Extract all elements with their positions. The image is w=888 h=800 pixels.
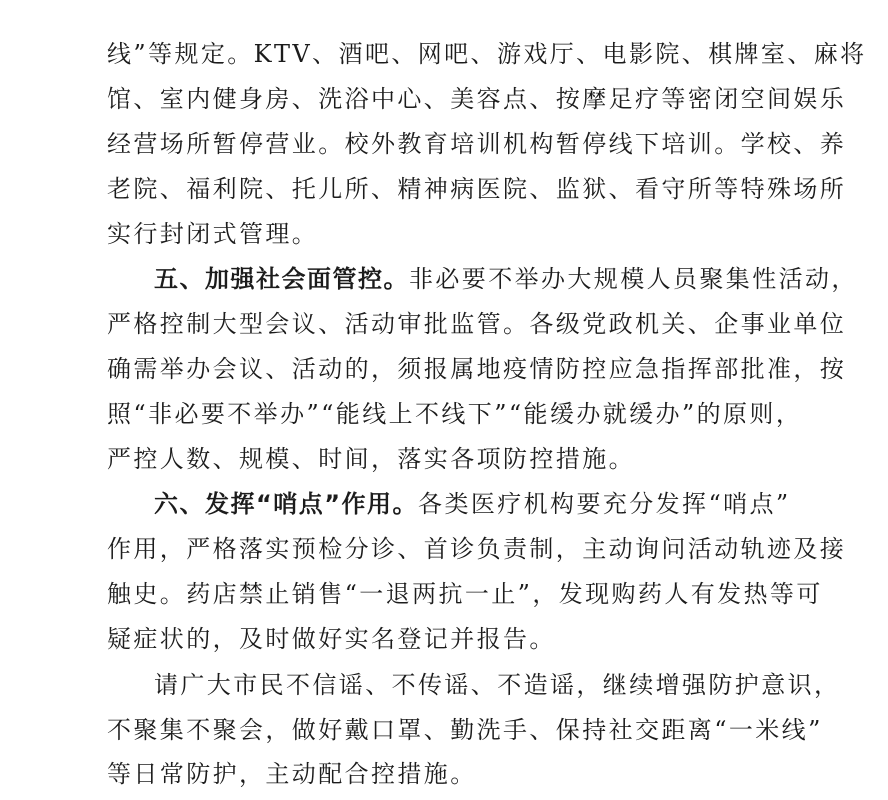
line-text: 等日常防护，主动配合 <box>107 760 371 788</box>
line-text: 非必要不举办大规模人员聚集性活动， <box>409 265 858 293</box>
text-line-10 <box>107 442 888 476</box>
line-text: 线”等规定。KTV、酒吧、网吧、游戏厅、电影院、棋牌室、麻将 <box>107 40 867 68</box>
line-text: 严控人数、规模、时间，落实各项防控措施。 <box>107 445 635 473</box>
section-six-heading-line <box>154 487 888 521</box>
line-text: 各类医疗机构要充分发挥“哨点” <box>418 490 791 518</box>
text-line-4 <box>107 172 888 206</box>
line-text: 不聚集不聚会，做好戴口罩、勤洗手、保持社交距离“一米线” <box>107 716 823 744</box>
line-tail: 控措施。 <box>371 760 477 788</box>
line-text: 老院、福利院、托儿所、精神病医院、监狱、看守所等特殊场所 <box>107 175 847 203</box>
text-line-5 <box>107 217 888 251</box>
text-line-15 <box>154 668 888 702</box>
line-text: 实行封闭式管理。 <box>107 220 319 248</box>
text-line-13 <box>107 577 888 611</box>
text-line-16 <box>107 713 888 747</box>
text-line-17 <box>107 757 888 791</box>
text-line-8 <box>107 352 888 386</box>
line-text: 触史。药店禁止销售“一退两抗一止”，发现购药人有发热等可 <box>107 580 823 608</box>
line-text: 疑症状的，及时做好实名登记并报告。 <box>107 625 556 653</box>
line-text: 经营场所暂停营业。校外教育培训机构暂停线下培训。学校、养 <box>107 130 847 158</box>
line-text: 作用，严格落实预检分诊、首诊负责制，主动询问活动轨迹及接 <box>107 535 847 563</box>
text-line-1 <box>107 37 888 71</box>
text-line-7 <box>107 307 888 341</box>
text-line-3 <box>107 127 888 161</box>
section-six-heading: 六、发挥“哨点”作用。 <box>154 490 419 518</box>
text-line-2 <box>107 82 888 116</box>
line-text: 照“非必要不举办”“能线上不线下”“能缓办就缓办”的原则， <box>107 400 803 428</box>
section-five-heading: 五、加强社会面管控。 <box>154 265 409 293</box>
text-line-14 <box>107 622 888 656</box>
text-line-12 <box>107 532 888 566</box>
line-text: 确需举办会议、活动的，须报属地疫情防控应急指挥部批准，按 <box>107 355 847 383</box>
line-text: 严格控制大型会议、活动审批监管。各级党政机关、企事业单位 <box>107 310 847 338</box>
line-text: 馆、室内健身房、洗浴中心、美容点、按摩足疗等密闭空间娱乐 <box>107 85 847 113</box>
text-line-9 <box>107 397 888 431</box>
section-five-heading-line <box>154 262 888 296</box>
line-text: 请广大市民不信谣、不传谣、不造谣，继续增强防护意识， <box>154 671 841 699</box>
